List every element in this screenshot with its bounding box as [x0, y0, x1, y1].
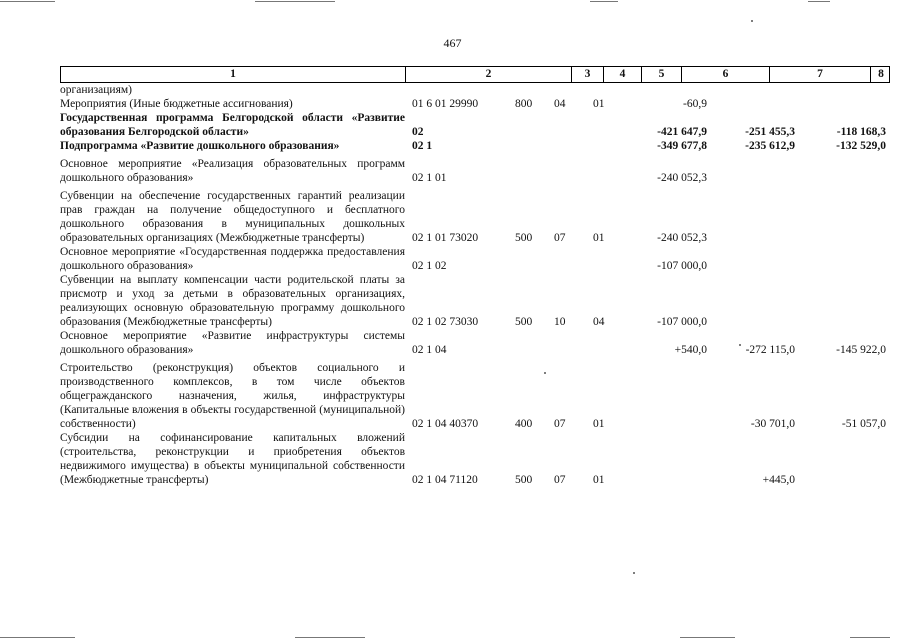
row-col-6: -60,9	[683, 98, 707, 110]
table-row	[60, 329, 890, 357]
table-row	[60, 139, 890, 153]
row-col-8: -51 057,0	[841, 418, 886, 430]
row-col-4: 07	[554, 232, 566, 244]
row-col-8: -132 529,0	[836, 140, 886, 152]
row-code: 02 1 04 71120	[412, 474, 478, 486]
row-code: 02 1 02 73030	[412, 316, 479, 328]
header-col-7: 7	[770, 67, 871, 82]
row-col-5: 04	[593, 316, 605, 328]
row-name: Государственная программа Белгородской области «Развитие образования Белгородской области»	[60, 112, 405, 138]
table-row	[60, 83, 890, 97]
row-col-5: 01	[593, 418, 605, 430]
row-code: 02 1 01 73020	[412, 232, 479, 244]
scan-speck	[751, 20, 753, 22]
scan-edge-line	[680, 637, 735, 638]
header-col-1: 1	[61, 67, 406, 82]
row-col-7: -251 455,3	[745, 126, 795, 138]
row-col-8: -118 168,3	[836, 126, 886, 138]
scan-edge-line	[0, 1, 55, 2]
row-col-7: -235 612,9	[745, 140, 795, 152]
row-col-5: 01	[593, 232, 605, 244]
scan-edge-line	[850, 637, 890, 638]
row-code: 02 1	[412, 140, 433, 152]
header-col-4: 4	[604, 67, 642, 82]
scan-speck	[633, 572, 635, 574]
row-col-4: 04	[554, 98, 566, 110]
row-name: Основное мероприятие «Реализация образовательных программ дошкольного образования»	[60, 158, 405, 184]
row-name: Мероприятия (Иные бюджетные ассигнования)	[60, 98, 293, 110]
header-col-6: 6	[682, 67, 770, 82]
row-col-4: 10	[554, 316, 566, 328]
header-col-2: 2	[406, 67, 572, 82]
table-header	[60, 66, 890, 83]
row-col-6: -240 052,3	[657, 232, 707, 244]
scan-edge-line	[0, 637, 75, 638]
row-col-6: -349 677,8	[657, 140, 707, 152]
row-code: 02 1 02	[412, 260, 447, 272]
header-col-3: 3	[572, 67, 604, 82]
scan-edge-line	[808, 1, 830, 2]
row-col-7: -272 115,0	[745, 344, 795, 356]
row-col-6: -107 000,0	[657, 316, 707, 328]
row-col-4: 07	[554, 474, 566, 486]
row-name: Субсидии на софинансирование капитальных вложений (строительства, реконструкции и приобретения объектов недвижимого имущества) в объекты муниципальной собственности (Межбюджетные трансферты)	[60, 432, 405, 486]
row-code: 02	[412, 126, 424, 138]
row-col-7: +445,0	[762, 474, 795, 486]
row-code: 01 6 01 29990	[412, 98, 479, 110]
row-name: Субвенции на обеспечение государственных гарантий реализации прав граждан на получение общедоступного и бесплатного дошкольного образования в муниципальных дошкольных образовательных организациях (Межбюджетные трансферты)	[60, 190, 405, 244]
table-row	[60, 361, 890, 431]
row-name: Подпрограмма «Развитие дошкольного образования»	[60, 140, 340, 152]
row-col-6: -240 052,3	[657, 172, 707, 184]
row-col-3: 500	[515, 232, 533, 244]
row-code: 02 1 04 40370	[412, 418, 479, 430]
budget-table	[60, 83, 890, 487]
row-name: Основное мероприятие «Государственная поддержка предоставления дошкольного образования»	[60, 246, 405, 272]
row-name: Строительство (реконструкция) объектов социального и производственного комплексов, в том числе объектов общегражданского назначения, жилья, инфраструктуры (Капитальные вложения в объекты государственной (муниципальной) собственности)	[60, 362, 405, 430]
row-col-5: 01	[593, 474, 605, 486]
table-row	[60, 431, 890, 487]
row-col-5: 01	[593, 98, 605, 110]
row-col-3: 400	[515, 418, 533, 430]
scan-edge-line	[255, 1, 335, 2]
row-col-8: -145 922,0	[836, 344, 886, 356]
row-col-3: 800	[515, 98, 533, 110]
row-col-6: +540,0	[674, 344, 707, 356]
table-row	[60, 273, 890, 329]
row-col-6: -421 647,9	[657, 126, 707, 138]
row-name: Субвенции на выплату компенсации части родительской платы за присмотр и уход за детьми в образовательных организациях, реализующих основную образовательную программу дошкольного образования (Межбюджетные трансферты)	[60, 274, 405, 328]
row-name: организациям)	[60, 84, 132, 96]
row-col-7: -30 701,0	[750, 418, 795, 430]
scan-edge-line	[590, 1, 618, 2]
table-row	[60, 111, 890, 139]
row-col-6: -107 000,0	[657, 260, 707, 272]
row-col-3: 500	[515, 474, 533, 486]
row-name: Основное мероприятие «Развитие инфраструктуры системы дошкольного образования»	[60, 330, 405, 356]
header-col-8: 8	[878, 68, 884, 80]
header-col-5: 5	[642, 67, 682, 82]
table-row	[60, 189, 890, 245]
page-number: 467	[443, 36, 462, 50]
table-row	[60, 245, 890, 273]
scan-edge-line	[295, 637, 365, 638]
table-row	[60, 157, 890, 185]
row-code: 02 1 04	[412, 344, 447, 356]
row-col-4: 07	[554, 418, 566, 430]
table-row	[60, 97, 890, 111]
row-code: 02 1 01	[412, 172, 447, 184]
row-col-3: 500	[515, 316, 533, 328]
